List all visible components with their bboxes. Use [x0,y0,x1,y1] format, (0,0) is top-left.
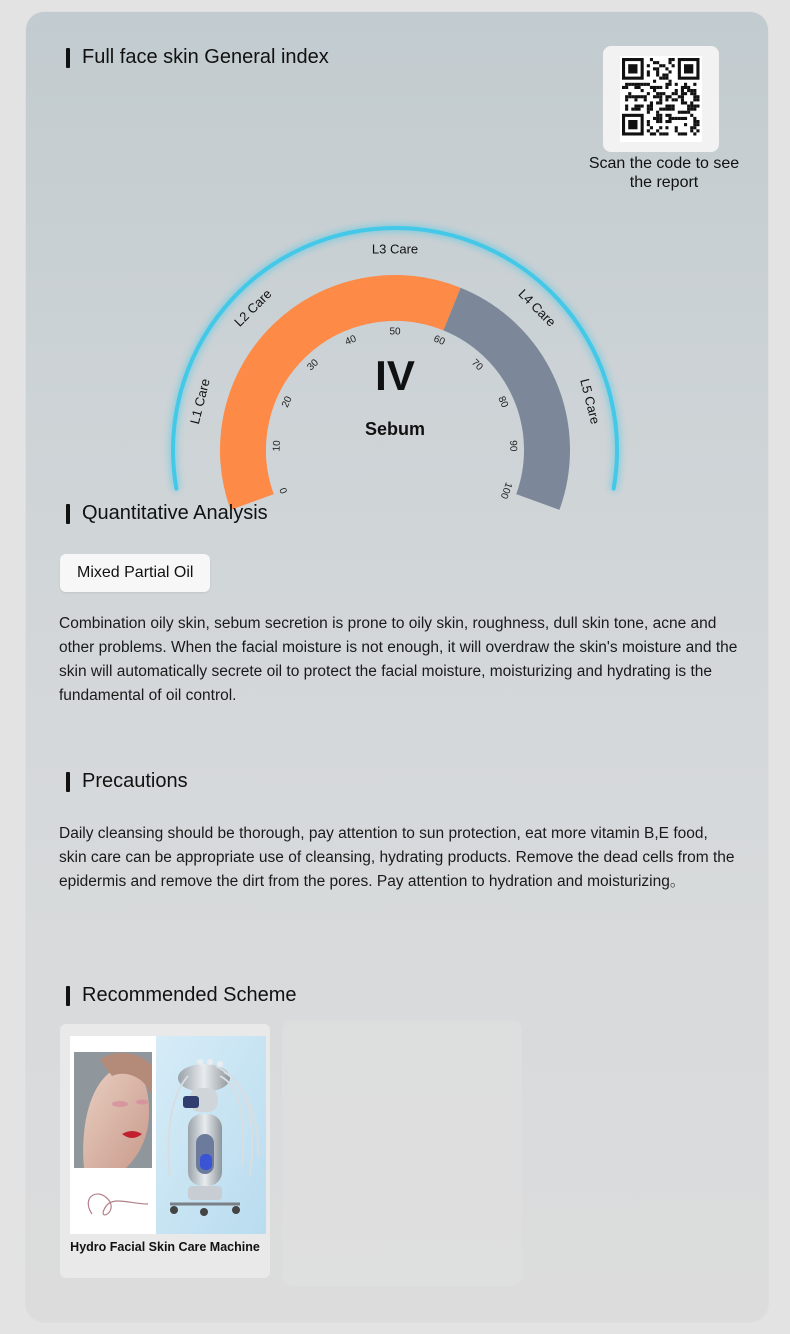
product-name: Hydro Facial Skin Care Machine [70,1240,260,1254]
gauge-zone-label: L1 Care [186,377,213,426]
placeholder-card [282,1020,522,1286]
gauge-zone-label: L5 Care [577,377,604,426]
gauge-zone-label: L2 Care [231,286,275,330]
gauge-zone-label: L3 Care [371,241,419,257]
qr-code-graphic [620,56,702,142]
title-marker [66,986,70,1006]
product-image[interactable] [70,1036,266,1234]
title-marker [66,48,70,68]
section-title-text: Precautions [82,770,188,792]
product-card[interactable] [60,1024,270,1278]
gauge-zone-label: L4 Care [515,286,559,330]
gauge-tick-label: 80 [495,394,510,410]
gauge-graphic [150,150,640,501]
gauge-tick-label: 60 [431,333,447,348]
section-title-text: Full face skin General index [82,46,329,68]
gauge-tick-label: 70 [469,357,485,374]
gauge-tick-label: 100 [497,480,514,501]
section-title-text: Recommended Scheme [82,984,297,1006]
section-title-text: Quantitative Analysis [82,502,268,524]
section-title-precautions [66,770,188,793]
gauge-tick-label: 40 [343,333,359,348]
gauge-tick-label: 50 [389,326,401,338]
title-marker [66,504,70,524]
precautions-text: Daily cleansing should be thorough, pay attention to sun protection, eat more vitamin B,E food, skin care can be appropriate use of cleansing, hydrating products. Remove the dead cells from the epidermis and remove the dirt from the pores. Pay attention to hydration and moisturizing。 [59,825,735,890]
product-illustration [70,1036,266,1234]
qr-code-box[interactable] [603,46,719,152]
analysis-description: Combination oily skin, sebum secretion is prone to oily skin, roughness, dull skin tone, acne and other problems. When the facial moisture is not enough, it will overdraw the skin's moisture and the skin will automatically secrete oil to protect the facial moisture, moisturizing and hydrating is the fundamental of oil control. [59,615,738,704]
gauge-tick-label: 10 [271,440,283,452]
gauge-metric-label: Sebum [364,419,426,439]
section-title-quantitative [66,502,268,525]
section-title-recommended [66,984,297,1007]
gauge-tick-label: 30 [305,357,321,374]
gauge-grade: IV [375,352,415,399]
gauge-tick-label: 90 [507,440,519,452]
skin-type-badge: Mixed Partial Oil [60,554,210,592]
qr-code-icon[interactable] [620,56,702,142]
qr-caption: Scan the code to see the report [588,155,740,191]
title-marker [66,772,70,792]
gauge-tick-label: 20 [280,394,295,410]
gauge-tick-label: 0 [278,485,291,495]
sebum-gauge [150,150,640,501]
section-title-general-index [66,46,329,69]
